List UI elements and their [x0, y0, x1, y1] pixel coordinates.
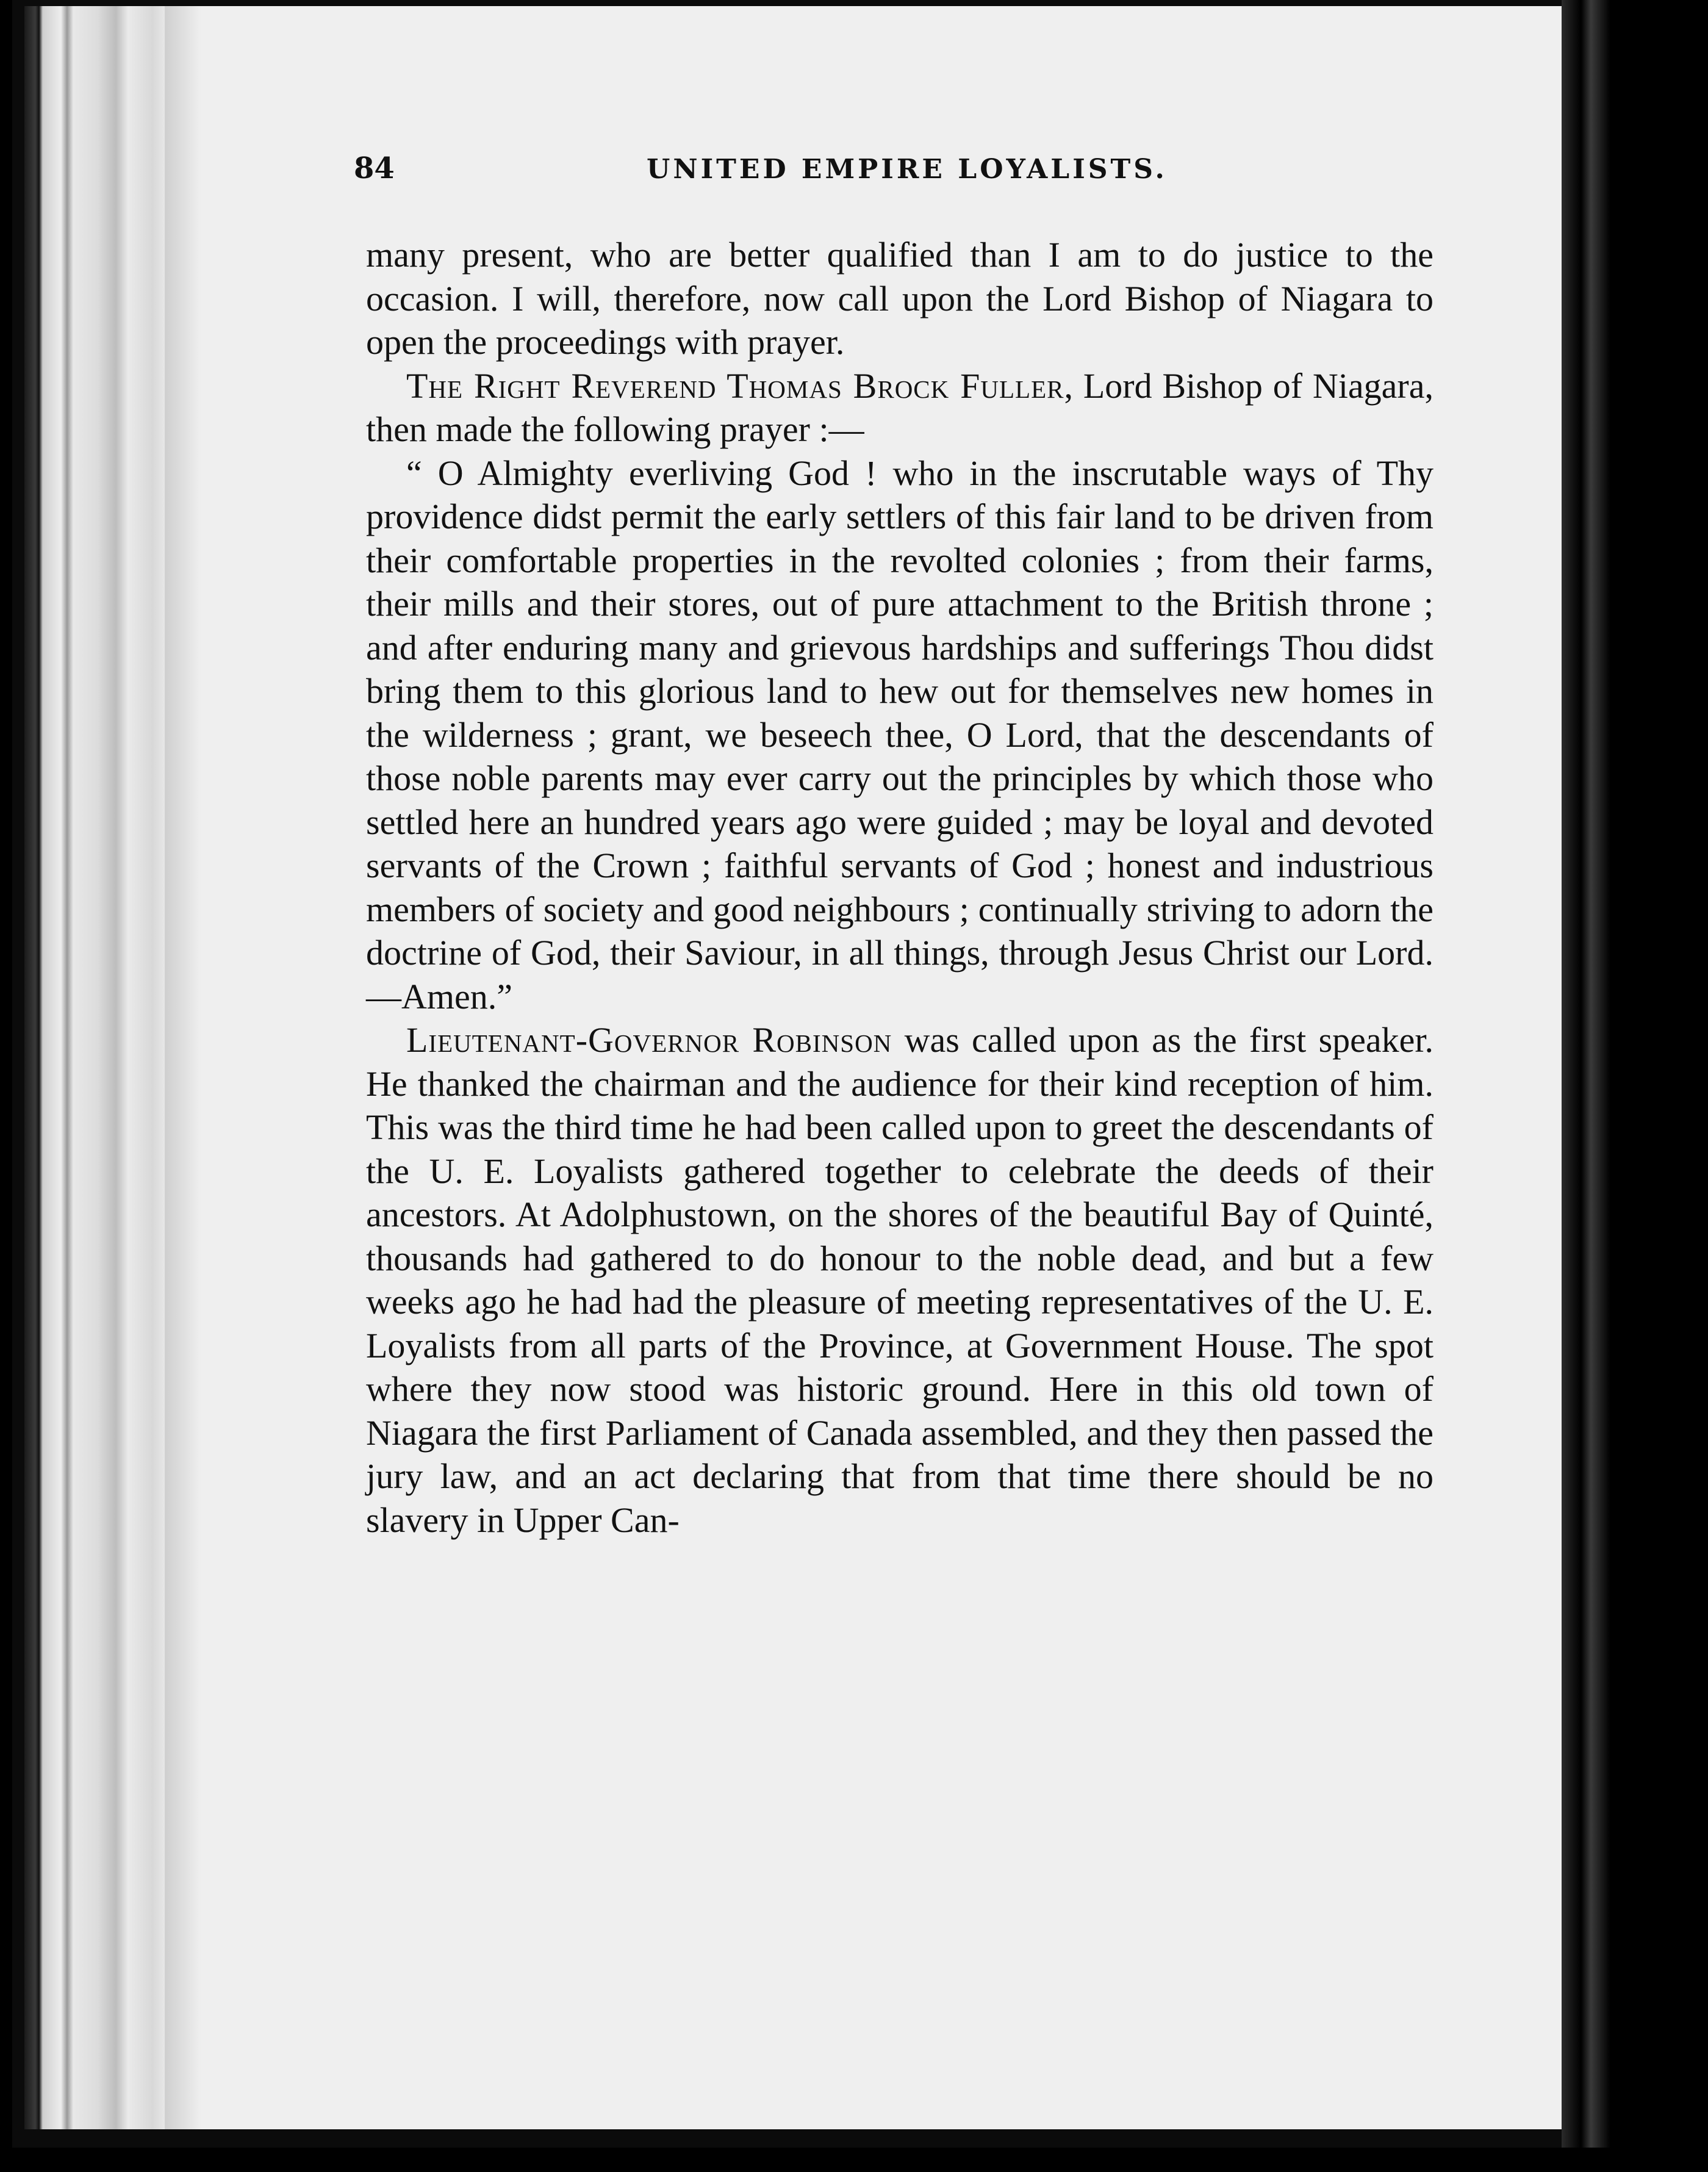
page-edge-stack — [24, 6, 171, 2129]
page-header — [354, 151, 1427, 194]
page-number: 84 — [354, 151, 395, 185]
paragraph-continuation — [366, 233, 1434, 364]
paragraph-prayer — [366, 451, 1434, 1019]
paragraph-bishop-intro — [366, 364, 1434, 451]
paragraph-text: , Lord Bishop of Niagara, then made the following prayer :— — [366, 365, 1434, 449]
paragraph-text: many present, who are better qualified than I am to do justice to the occasion. I will, therefore, now call upon the Lord Bishop of Niagara to open the proceedings with prayer. — [366, 235, 1434, 362]
speaker-name: The Right Reverend Thomas Brock Fuller — [406, 365, 1064, 406]
spine-shadow — [1562, 0, 1610, 2148]
paragraph-text: “ O Almighty everliving God ! who in the inscrutable ways of Thy providence didst permit the early settlers of this fair land to be driven from their comfortable properties in the revolted colonies ; from their farms, their mills and their stores, out of pure attachment to the British throne ; and after enduring many and grievous hardships and sufferings Thou didst bring them to this glorious land to hew out for themselves new homes in the wilderness ; grant, we beseech thee, O Lord, that the descendants of those noble parents may ever carry out the principles by which those who settled here an hundred years ago were guided ; may be loyal and devoted servants of the Crown ; faithful servants of God ; honest and industrious members of society and good neighbours ; continually striving to adorn the doctrine of God, their Saviour, in all things, through Jesus Christ our Lord.—Amen.” — [366, 453, 1434, 1016]
paragraph-governor — [366, 1018, 1434, 1542]
running-head: UNITED EMPIRE LOYALISTS. — [647, 154, 1168, 185]
body-text — [366, 233, 1434, 1542]
speaker-name: Lieutenant-Governor Robinson — [406, 1020, 892, 1060]
paragraph-text: was called upon as the first speaker. He thanked the chairman and the audience for their kind reception of him. This was the third time he had been called upon to greet the descendants of the U. E. Loyalists gathered together to celebrate the deeds of their ancestors. At Adolphustown, on the shores of the beautiful Bay of Quinté, thousands had gathered to do honour to the noble dead, and but a few weeks ago he had had the pleasure of meeting representatives of the U. E. Loyalists from all parts of the Province, at Government House. The spot where they now stood was historic ground. Here in this old town of Niagara the first Parliament of Canada assembled, and they then passed the jury law, and an act declaring that from that time there should be no slavery in Upper Can- — [366, 1020, 1434, 1540]
